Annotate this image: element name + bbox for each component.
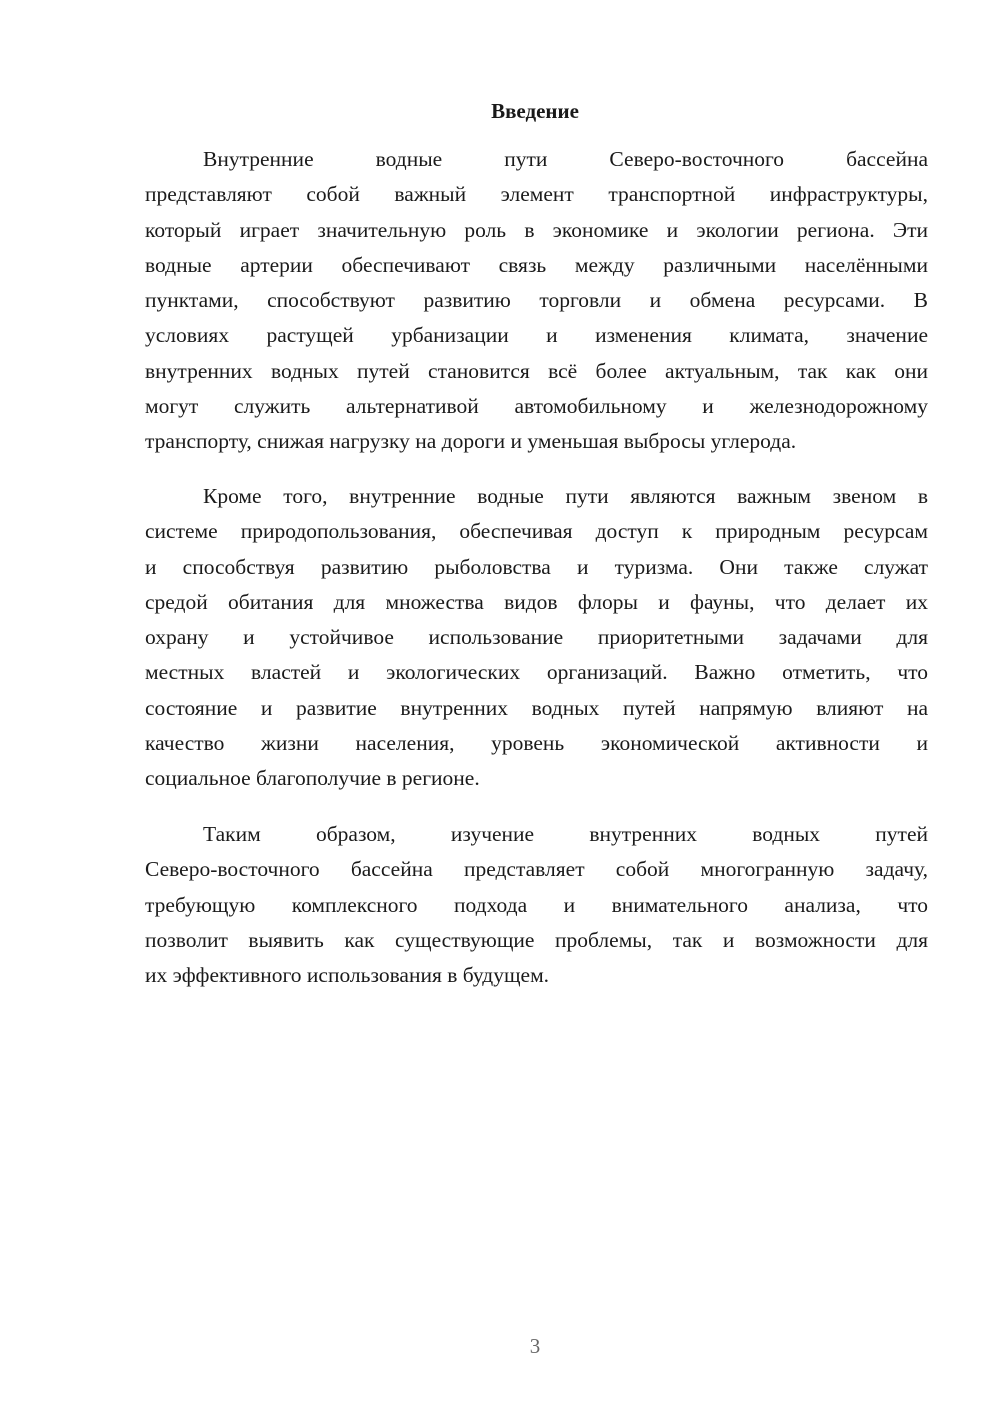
text-line: могут служить альтернативой автомобильному и железнодорожному	[145, 394, 928, 419]
text-line: и способствуя развитию рыболовства и туризма. Они также служат	[145, 554, 928, 579]
text-line: Северо-восточного бассейна представляет собой многогранную задачу,	[145, 857, 928, 882]
text-line: водные артерии обеспечивают связь между различными населёнными	[145, 252, 928, 277]
text-line: который играет значительную роль в экономике и экологии региона. Эти	[145, 217, 928, 242]
text-line: внутренних водных путей становится всё более актуальным, так как они	[145, 358, 928, 383]
text-line: охрану и устойчивое использование приоритетными задачами для	[145, 625, 928, 650]
text-line: позволит выявить как существующие проблемы, так и возможности для	[145, 927, 928, 952]
text-line: средой обитания для множества видов флоры и фауны, что делает их	[145, 589, 928, 614]
text-line: требующую комплексного подхода и внимательного анализа, что	[145, 892, 928, 917]
page-number: 3	[529, 1334, 541, 1358]
text-line: транспорту, снижая нагрузку на дороги и уменьшая выбросы углерода.	[145, 429, 797, 454]
text-line: качество жизни населения, уровень экономической активности и	[145, 731, 928, 756]
text-line: местных властей и экологических организаций. Важно отметить, что	[145, 660, 928, 685]
paragraph-3	[145, 817, 928, 993]
text-line: их эффективного использования в будущем.	[145, 963, 550, 988]
text-line: представляют собой важный элемент транспортной инфраструктуры,	[145, 182, 928, 207]
text-line: Кроме того, внутренние водные пути являются важным звеном в	[203, 484, 928, 508]
text-line: Таким образом, изучение внутренних водных путей	[203, 822, 928, 846]
text-line: системе природопользования, обеспечивая доступ к природным ресурсам	[145, 519, 928, 544]
text-line: пунктами, способствуют развитию торговли и обмена ресурсами. В	[145, 288, 928, 313]
text-line: состояние и развитие внутренних водных путей напрямую влияют на	[145, 695, 928, 720]
paragraph-2	[145, 479, 928, 797]
section-title: Введение	[491, 99, 579, 123]
text-line: Внутренние водные пути Северо-восточного бассейна	[203, 147, 928, 171]
paragraph-1	[145, 142, 928, 460]
text-line: условиях растущей урбанизации и изменения климата, значение	[145, 323, 928, 348]
text-line: социальное благополучие в регионе.	[145, 766, 480, 791]
